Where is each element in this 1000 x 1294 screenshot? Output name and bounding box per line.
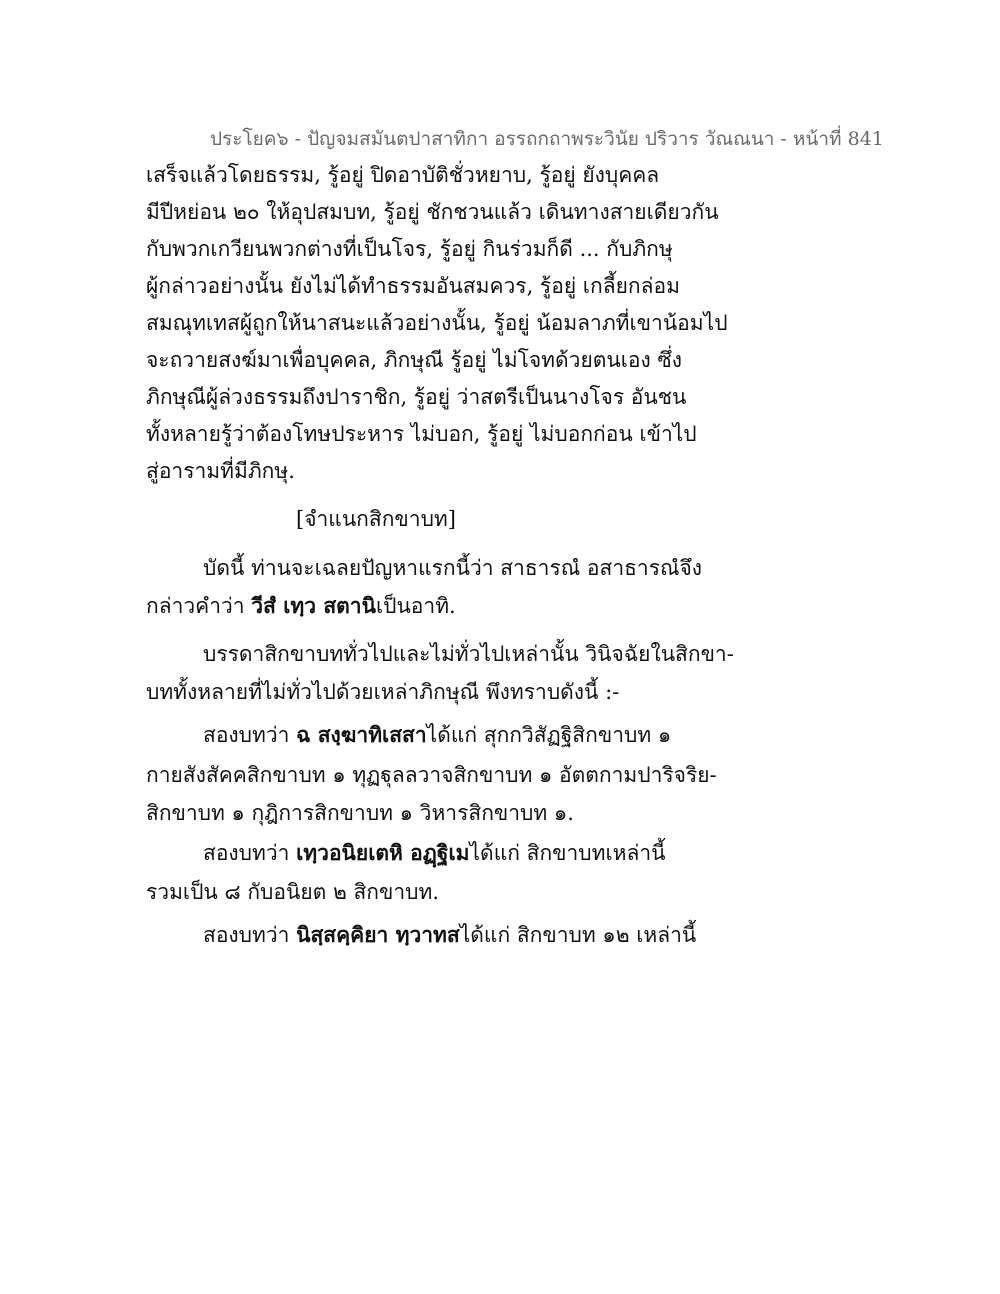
paragraph-line	[203, 920, 763, 950]
text-line: กับพวกเกวียนพวกต่างที่เป็นโจร, รู้อยู่ กินร่วมก็ดี ... กับภิกษุ	[146, 237, 673, 261]
pali-term: ฉ สงฺฆาทิเสสา	[296, 722, 427, 747]
text-line: เสร็จแล้วโดยธรรม, รู้อยู่ ปิดอาบัติชั่วหยาบ, รู้อยู่ ยังบุคคล	[146, 163, 660, 187]
text-run: ได้แก่ สุกกวิสัฏฐิสิกขาบท ๑	[426, 723, 672, 747]
paragraph-line: บททั้งหลายที่ไม่ทั่วไปด้วยเหล่าภิกษุณี พึงทราบดังนี้ :-	[146, 680, 620, 704]
text-line: ภิกษุณีผู้ล่วงธรรมถึงปาราชิก, รู้อยู่ ว่าสตรีเป็นนางโจร อันชน	[146, 385, 687, 409]
text-line: ทั้งหลายรู้ว่าต้องโทษประหาร ไม่บอก, รู้อยู่ ไม่บอกก่อน เข้าไป	[146, 422, 697, 446]
text-run: สองบทว่า	[203, 841, 297, 865]
paragraph-line: กายสังสัคคสิกขาบท ๑ ทุฏฐุลลวาจสิกขาบท ๑ อัตตกามปาริจริย-	[146, 763, 717, 787]
pali-term: นิสฺสคฺคิยา ทฺวาทส	[296, 922, 460, 947]
paragraph-line: บรรดาสิกขาบททั่วไปและไม่ทั่วไปเหล่านั้น วินิจฉัยในสิกขา-	[203, 642, 734, 666]
page-header: ประโยค๖ - ปัญจมสมันตปาสาทิกา อรรถกถาพระวินัย ปริวาร วัณณนา - หน้าที่ 841	[210, 128, 884, 150]
paragraph-line: รวมเป็น ๘ กับอนิยต ๒ สิกขาบท.	[146, 880, 440, 904]
paragraph-line: บัดนี้ ท่านจะเฉลยปัญหาแรกนี้ว่า สาธารณํ อสาธารณํจึง	[203, 556, 703, 580]
paragraph-line	[146, 591, 706, 621]
text-line: มีปีหย่อน ๒๐ ให้อุปสมบท, รู้อยู่ ชักชวนแล้ว เดินทางสายเดียวกัน	[146, 200, 719, 224]
text-run: สองบทว่า	[203, 923, 297, 947]
pali-term: เทฺวอนิยเตหิ อฏฺฐิเม	[296, 840, 470, 865]
text-run: ได้แก่ สิกขาบทเหล่านี้	[469, 841, 666, 865]
pali-term: วีสํ เทฺว สตานิ	[251, 593, 376, 618]
paragraph-line	[203, 838, 763, 868]
text-line: สมณุทเทสผู้ถูกให้นาสนะแล้วอย่างนั้น, รู้อยู่ น้อมลาภที่เขาน้อมไป	[146, 311, 728, 335]
text-line: ผู้กล่าวอย่างนั้น ยังไม่ได้ทำธรรมอันสมควร, รู้อยู่ เกลี้ยกล่อม	[146, 274, 680, 298]
text-line: จะถวายสงฆ์มาเพื่อบุคคล, ภิกษุณี รู้อยู่ ไม่โจทด้วยตนเอง ซึ่ง	[146, 348, 682, 372]
text-run: ได้แก่ สิกขาบท ๑๒ เหล่านี้	[459, 923, 697, 947]
text-run: กล่าวคำว่า	[146, 594, 252, 618]
paragraph-line: สิกขาบท ๑ กุฎิการสิกขาบท ๑ วิหารสิกขาบท ๑.	[146, 801, 574, 825]
text-line: สู่อารามที่มีภิกษุ.	[146, 459, 295, 483]
paragraph-line	[203, 720, 763, 750]
section-heading: [จำแนกสิกขาบท]	[296, 507, 456, 531]
text-run: สองบทว่า	[203, 723, 297, 747]
text-run: เป็นอาทิ.	[375, 594, 456, 618]
